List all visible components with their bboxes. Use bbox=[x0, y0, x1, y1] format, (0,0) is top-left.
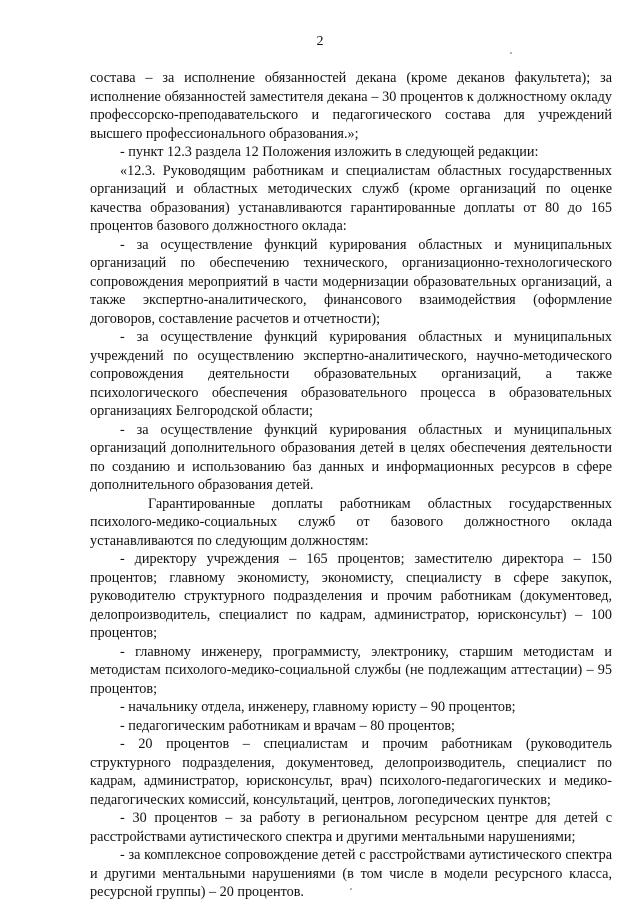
paragraph-item-chief-engineer: - главному инженеру, программисту, электронику, старшим методистам и методистам психолого-медико-социальной службы (не подлежащим аттестации) – 95 процентов; bbox=[90, 643, 612, 697]
paragraph-item-director: - директору учреждения – 165 процентов; заместителю директора – 150 процентов; главному экономисту, экономисту, специалисту в сфере закупок, руководителю структурного подразделения и прочим работникам (документовед, делопроизводитель, специалист по кадрам, администратор, юрисконсульт) – 100 процентов; bbox=[90, 551, 612, 641]
paragraph-item-additional-education: - за осуществление функций курирования областных и муниципальных организаций дополнительного образования детей в целях обеспечения деятельности по созданию и использованию баз данных и информационных ресурсов в сфере дополнительного образования детей. bbox=[90, 421, 612, 493]
paragraph-clause-12-3: «12.3. Руководящим работникам и специалистам областных государственных организаций и областных методических служб (кроме организаций по оценке качества образования) устанавливаются гарантированные доплаты от 80 до 165 процентов базового должностного оклада: bbox=[90, 162, 612, 234]
paragraph-item-department-head: - начальнику отдела, инженеру, главному юристу – 90 процентов; bbox=[120, 699, 516, 715]
paragraph-item-technical-support: - за осуществление функций курирования областных и муниципальных организаций по обеспечению технического, организационно-технологического сопровождения мероприятий в части модернизации образовательных организаций, а также экспертно-аналитического, финансового взаимодействия (оформление договоров, составление расчетов и отчетности); bbox=[90, 236, 612, 327]
paragraph-continuation: состава – за исполнение обязанностей декана (кроме деканов факультета); за исполнение обязанностей заместителя декана – 30 процентов к должностному окладу профессорско-преподавательского и педагогического состава для учреждений высшего профессионального образования.»; bbox=[90, 70, 612, 142]
document-body bbox=[90, 69, 612, 902]
page-number: 2 bbox=[316, 34, 324, 49]
scan-speck bbox=[350, 888, 352, 890]
paragraph-item-twenty-percent: - 20 процентов – специалистам и прочим работникам (руководитель структурного подразделения, документовед, делопроизводитель, специалист по кадрам, администратор, юрисконсульт, врач) психолого-педагогических и медико-педагогических комиссий, консультаций, центров, логопедических пунктов; bbox=[90, 736, 612, 808]
paragraph-guaranteed-payments: Гарантированные доплаты работникам областных государственных психолого-медико-социальных служб от базового должностного оклада устанавливаются по следующим должностям: bbox=[90, 495, 612, 549]
paragraph-item-complex-support: - за комплексное сопровождение детей с расстройствами аутистического спектра и другими ментальными нарушениями (в том числе в модели ресурсного класса, ресурсной группы) – 20 процентов. bbox=[90, 847, 612, 900]
scan-speck bbox=[510, 52, 512, 54]
paragraph-item-pedagogical: - педагогическим работникам и врачам – 80 процентов; bbox=[120, 717, 455, 734]
paragraph-item-expert-analytical: - за осуществление функций курирования областных и муниципальных учреждений по осуществлению экспертно-аналитического, научно-методического сопровождения деятельности образовательных организаций, а также психологического обеспечения образовательного процесса в образовательных организациях Белгородской области; bbox=[90, 329, 612, 419]
paragraph-amendment-intro: - пункт 12.3 раздела 12 Положения изложить в следующей редакции: bbox=[120, 144, 539, 160]
paragraph-item-thirty-percent: - 30 процентов – за работу в региональном ресурсном центре для детей с расстройствами аутистического спектра и другими ментальными нарушениями; bbox=[90, 810, 612, 845]
